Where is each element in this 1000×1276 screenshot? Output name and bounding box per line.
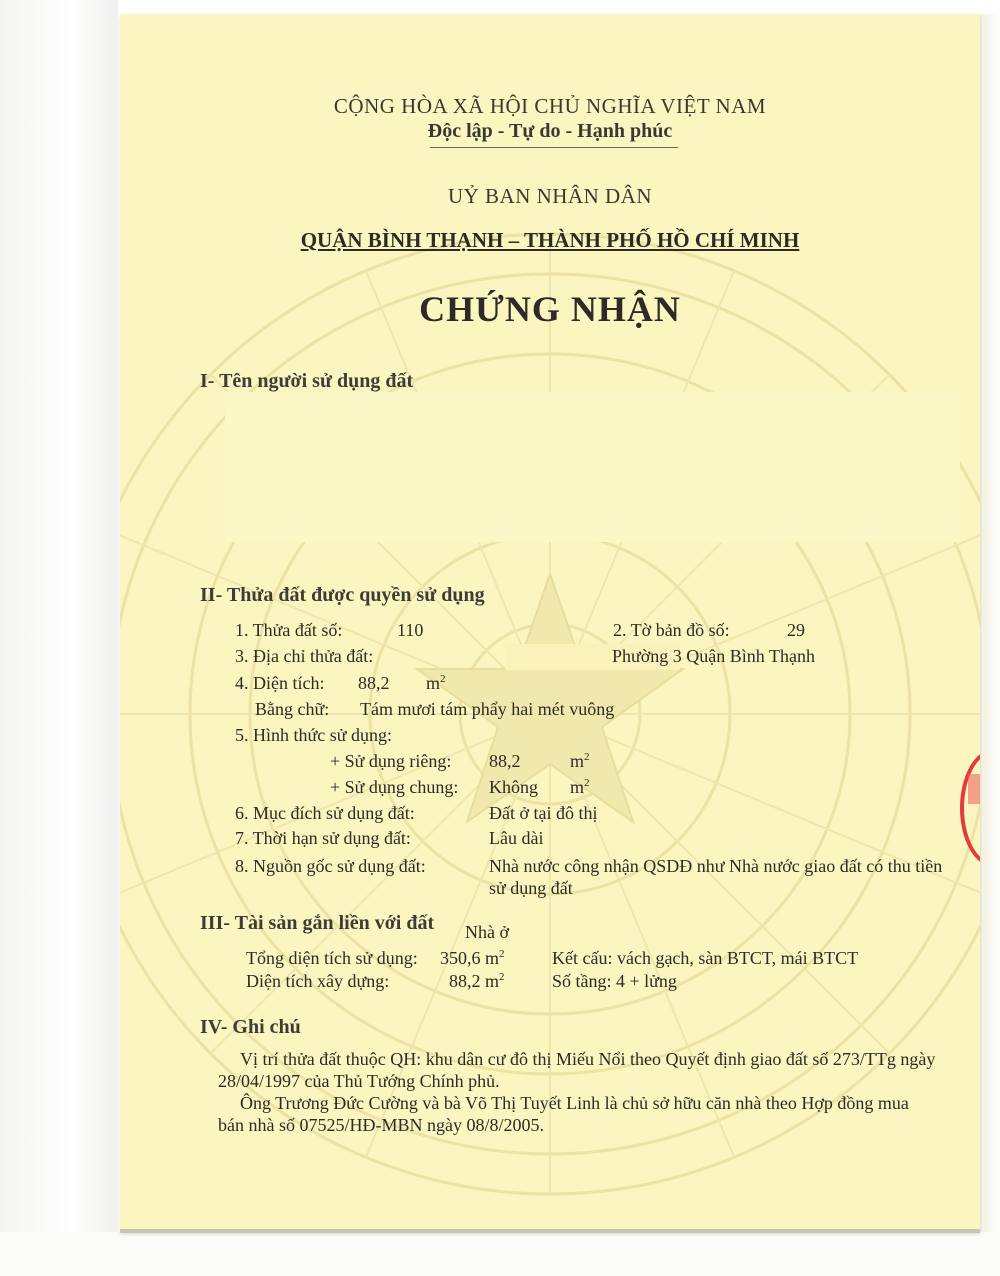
paper-bottom-edge [120,1229,980,1233]
parcel-number-label: 1. Thửa đất số: [235,620,343,640]
section-3-heading: III- Tài sản gắn liền với đất [200,912,435,934]
scan-background-bottom [0,1232,1000,1276]
red-seal-ink [968,774,980,804]
motto: Độc lập - Tự do - Hạnh phúc [427,120,673,142]
origin-label: 8. Nguồn gốc sử dụng đất: [235,856,426,876]
area-words-value: Tám mươi tám phẩy hai mét vuông [360,699,615,719]
certificate-title: CHỨNG NHẬN [419,289,681,329]
term-label: 7. Thời hạn sử dụng đất: [235,828,411,848]
shared-use-unit: $m^2$ [570,777,590,797]
nation-heading: CỘNG HÒA XÃ HỘI CHỦ NGHĨA VIỆT NAM [333,94,767,118]
motto-underline [430,147,678,148]
section-1-heading: I- Tên người sử dụng đất [200,370,414,392]
area-words-label: Bằng chữ: [255,699,330,719]
build-area-value: 88,2 $m^2$ [449,971,505,991]
note-line-1: Vị trí thửa đất thuộc QH: khu dân cư đô thị Miếu Nổi theo Quyết định giao đất số 273/TTg ngày [240,1049,936,1069]
section-2-heading: II- Thửa đất được quyền sử dụng [200,584,485,606]
section-4-heading: IV- Ghi chú [200,1016,301,1038]
purpose-label: 6. Mục đích sử dụng đất: [235,803,415,823]
private-use-value: 88,2 [489,751,521,771]
structure-info: Kết cấu: vách gạch, sàn BTCT, mái BTCT [552,948,859,968]
private-use-unit: $m^2$ [570,751,590,771]
origin-value-line-1: Nhà nước công nhận QSDĐ như Nhà nước giao đất có thu tiền [489,856,943,876]
build-area-label: Diện tích xây dựng: [246,971,390,991]
map-sheet-label: 2. Tờ bản đồ số: [613,620,730,640]
floors-info: Số tầng: 4 + lửng [552,971,677,991]
house-type: Nhà ở [465,922,510,942]
district-heading: QUẬN BÌNH THẠNH – THÀNH PHỐ HỒ CHÍ MINH [300,228,800,252]
shared-use-value: Không [489,777,538,797]
parcel-number-value: 110 [397,620,424,640]
shared-use-label: + Sử dụng chung: [330,777,459,797]
total-area-label: Tổng diện tích sử dụng: [246,948,418,968]
usage-form-label: 5. Hình thức sử dụng: [235,725,393,745]
purpose-value: Đất ở tại đô thị [489,803,598,823]
certificate-page [120,14,980,1232]
private-use-label: + Sử dụng riêng: [330,751,452,771]
address-value: Phường 3 Quận Bình Thạnh [612,646,815,666]
note-line-4: bán nhà số 07525/HĐ-MBN ngày 08/8/2005. [218,1115,544,1135]
map-sheet-value: 29 [787,620,805,640]
redacted-owner-name [225,392,960,542]
note-line-3: Ông Trương Đức Cường và bà Võ Thị Tuyết Linh là chủ sở hữu căn nhà theo Hợp đồng mua [240,1093,909,1113]
area-value: 88,2 [358,673,390,693]
scan-background-right [978,14,1000,1276]
committee-heading: UỶ BAN NHÂN DÂN [447,184,653,208]
total-area-value: 350,6 $m^2$ [440,948,505,968]
area-unit: $m^2$ [426,673,446,693]
address-label: 3. Địa chỉ thửa đất: [235,646,374,666]
scan-background-left [0,0,118,1276]
area-label: 4. Diện tích: [235,673,325,693]
term-value: Lâu dài [489,828,544,848]
note-line-2: 28/04/1997 của Thủ Tướng Chính phủ. [218,1071,500,1091]
origin-value-line-2: sử dụng đất [489,878,573,898]
